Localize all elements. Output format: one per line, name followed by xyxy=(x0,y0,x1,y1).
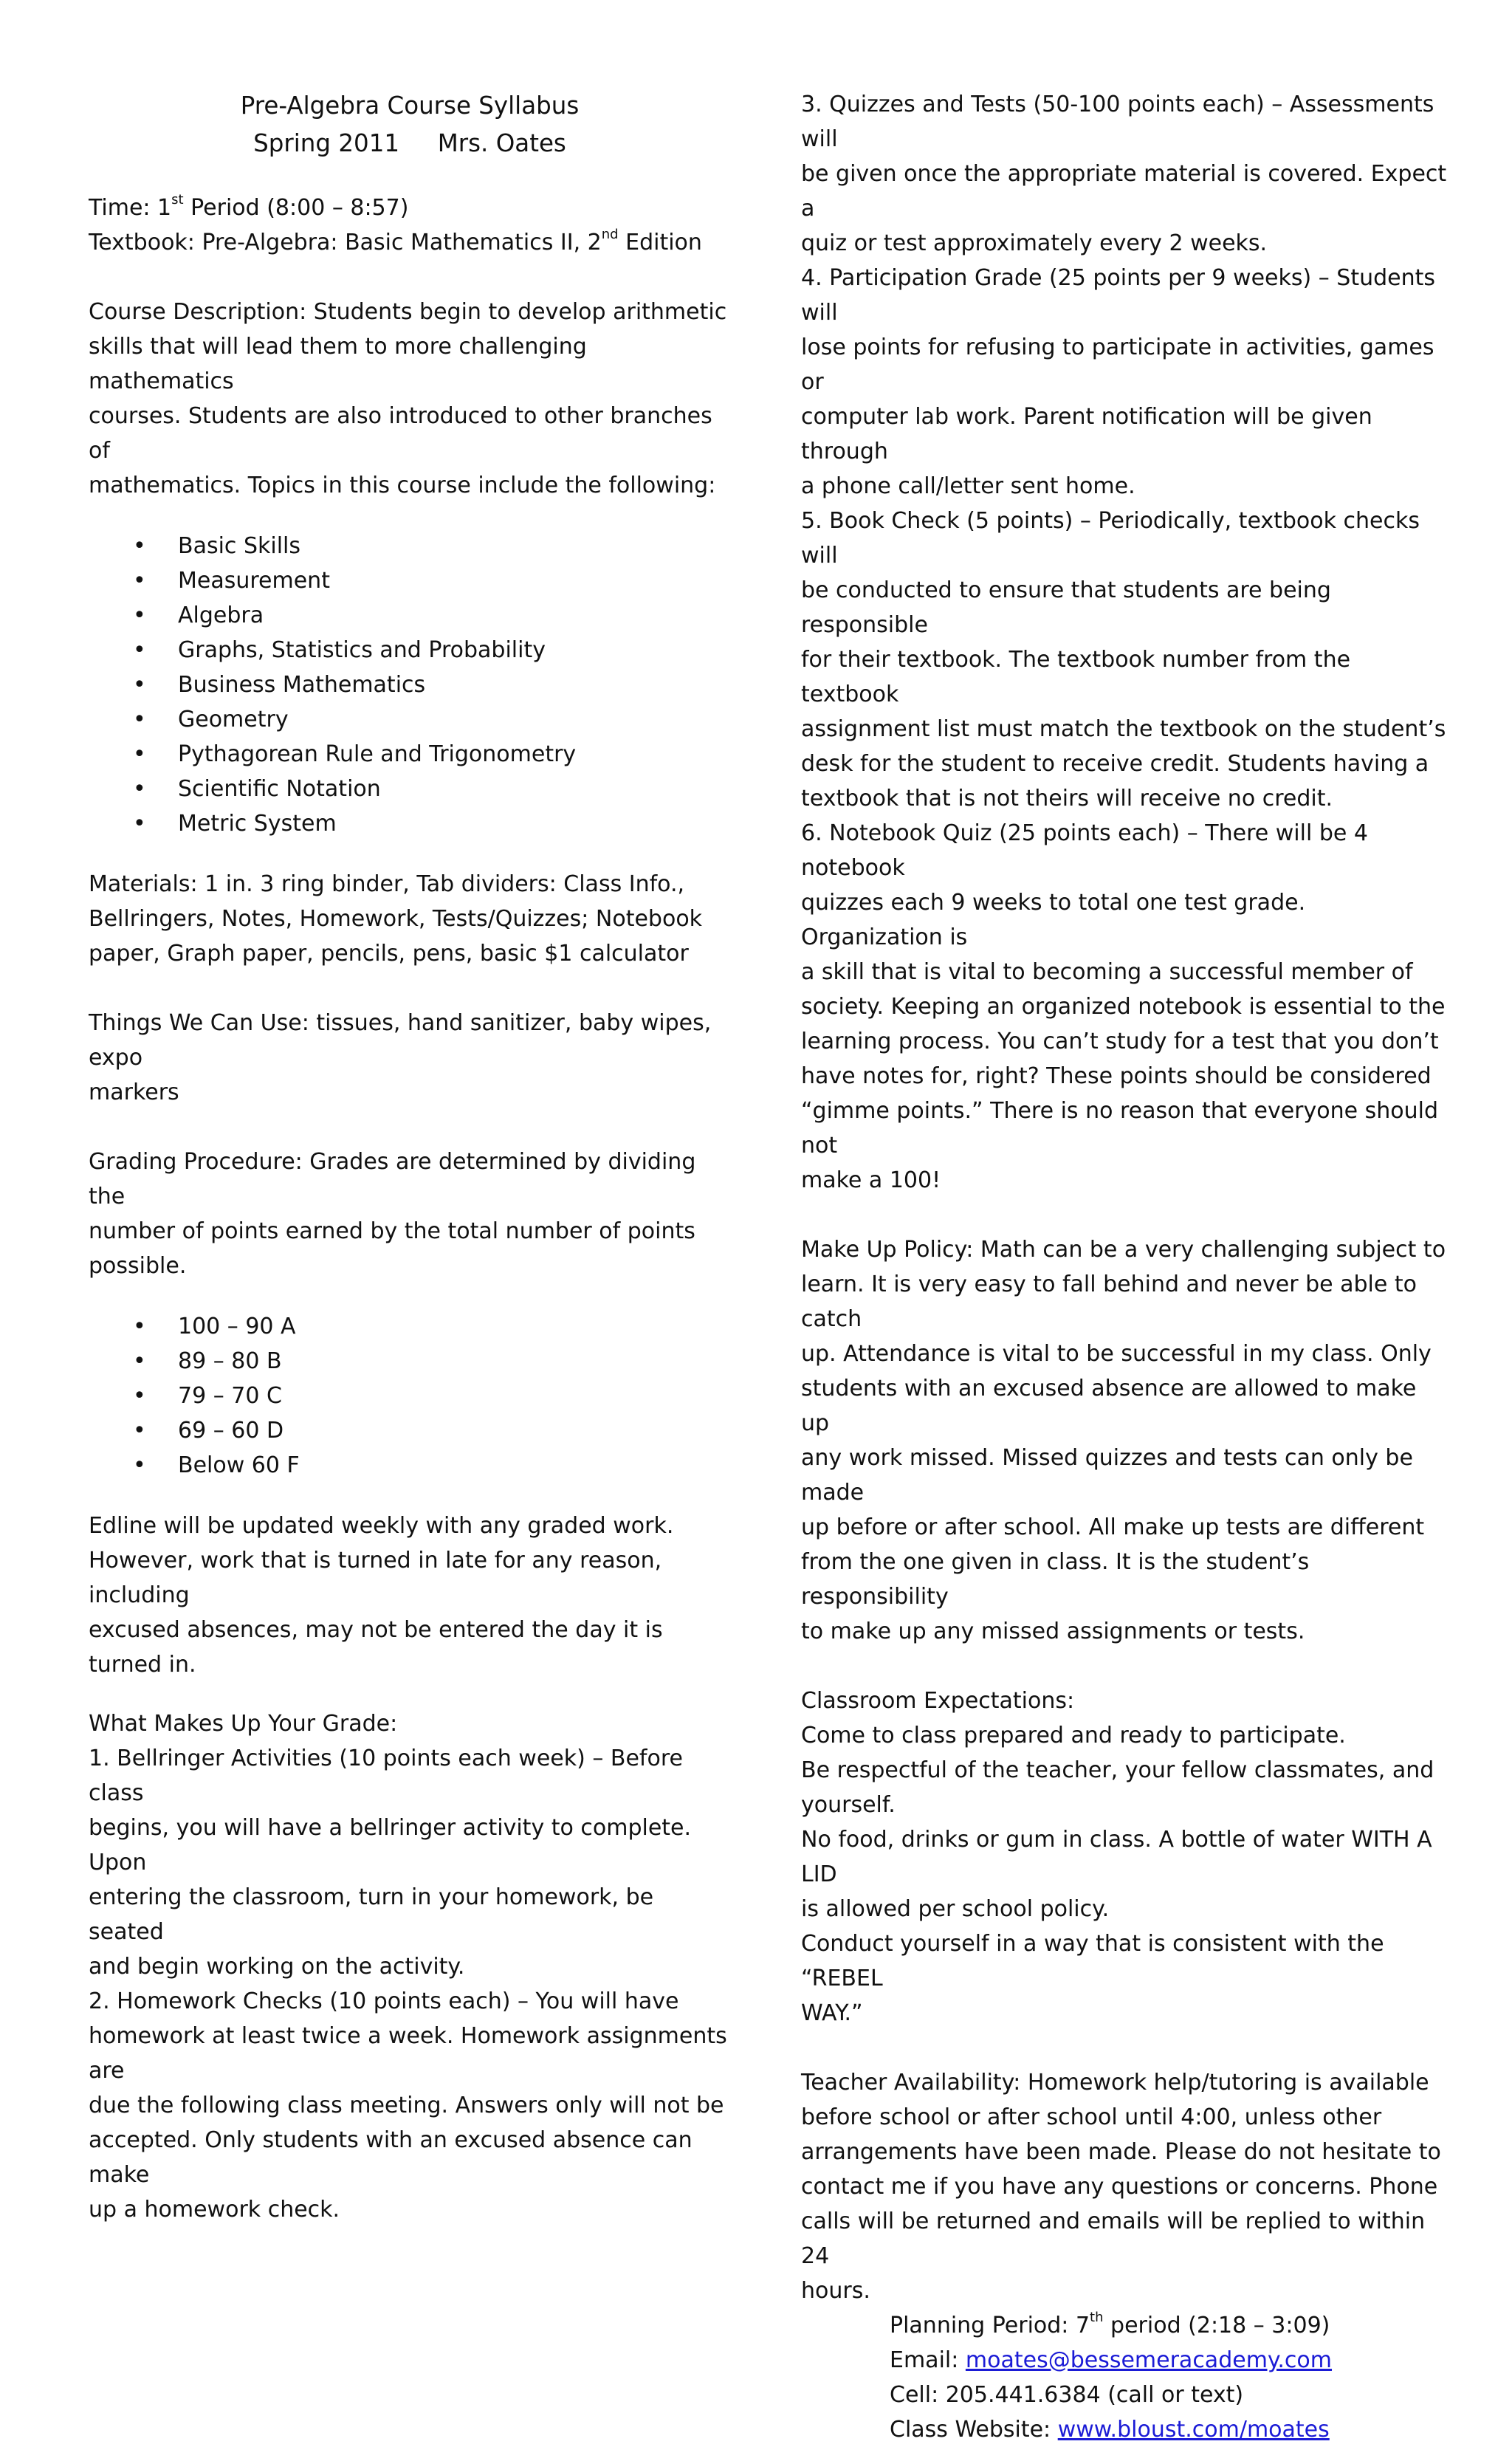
class-time-sup: st xyxy=(171,192,184,207)
term-teacher-line xyxy=(89,125,731,162)
make-up-policy-line: from the one given in class. It is the student’s responsibility xyxy=(801,1549,1310,1610)
availability-line: Teacher Availability: Homework help/tutoring is available xyxy=(801,2070,1429,2096)
cell-line: Cell: 205.441.6384 (call or text) xyxy=(890,2382,1244,2408)
make-up-policy-line: any work missed. Missed quizzes and tests can only be made xyxy=(801,1445,1413,1506)
topics-list xyxy=(89,529,731,841)
grade-component-line: begins, you will have a bellringer activity to complete. Upon xyxy=(89,1815,692,1875)
planning-period-rest: period (2:18 – 3:09) xyxy=(1103,2313,1330,2338)
grade-component-line: be conducted to ensure that students are being responsible xyxy=(801,577,1331,638)
list-item: • Measurement xyxy=(89,563,731,598)
email-link[interactable]: moates@bessemeracademy.com xyxy=(965,2347,1333,2373)
grading-line: possible. xyxy=(89,1253,187,1279)
grade-component-line: 5. Book Check (5 points) – Periodically, textbook checks will xyxy=(801,508,1420,569)
course-description xyxy=(89,295,731,503)
planning-period-sup: th xyxy=(1090,2310,1104,2325)
expectations-line: Classroom Expectations: xyxy=(801,1688,1075,1714)
make-up-policy-line: students with an excused absence are allowed to make up xyxy=(801,1376,1417,1436)
availability-line: calls will be returned and emails will be replied to within 24 xyxy=(801,2209,1426,2269)
teacher-name: Mrs. Oates xyxy=(437,129,566,157)
grade-component-line: “gimme points.” There is no reason that everyone should not xyxy=(801,1098,1438,1159)
grade-component-line: textbook that is not theirs will receive no credit. xyxy=(801,786,1333,811)
list-item: • 89 – 80 B xyxy=(89,1344,731,1379)
grade-component-line: have notes for, right? These points should be considered xyxy=(801,1063,1432,1089)
textbook-rest: Edition xyxy=(618,230,702,255)
availability-line: arrangements have been made. Please do not hesitate to xyxy=(801,2139,1441,2165)
list-item: • Geometry xyxy=(89,702,731,737)
availability-line: before school or after school until 4:00, unless other xyxy=(801,2104,1382,2130)
expectations-line: Conduct yourself in a way that is consistent with the “REBEL xyxy=(801,1931,1384,1991)
grading-scale-list xyxy=(89,1309,731,1483)
make-up-policy xyxy=(801,1232,1451,1649)
contact-block xyxy=(801,2308,1451,2447)
grade-components-right xyxy=(801,87,1451,1198)
expectations-line: is allowed per school policy. xyxy=(801,1896,1110,1922)
email-line xyxy=(890,2343,1451,2378)
grade-component-line: due the following class meeting. Answers only will not be xyxy=(89,2093,724,2118)
list-item: • Below 60 F xyxy=(89,1448,731,1483)
materials-section xyxy=(89,867,731,971)
left-column xyxy=(89,87,731,2227)
grade-component-line: society. Keeping an organized notebook is essential to the xyxy=(801,994,1446,1020)
edline-line: excused absences, may not be entered the day it is turned in. xyxy=(89,1617,663,1678)
expectations-line: yourself. xyxy=(801,1792,896,1818)
list-item: • Pythagorean Rule and Trigonometry xyxy=(89,737,731,772)
syllabus-header xyxy=(89,87,731,162)
expectations-line: No food, drinks or gum in class. A bottle of water WITH A LID xyxy=(801,1827,1432,1887)
grade-component-line: be given once the appropriate material is covered. Expect a xyxy=(801,161,1447,222)
website-line xyxy=(890,2412,1451,2447)
grade-component-line: computer lab work. Parent notification will be given through xyxy=(801,404,1372,464)
planning-period-label: Planning Period: 7 xyxy=(890,2313,1090,2338)
edline-line: Edline will be updated weekly with any graded work. xyxy=(89,1513,674,1539)
class-time-rest: Period (8:00 – 8:57) xyxy=(183,195,409,221)
teacher-availability xyxy=(801,2065,1451,2308)
materials-line: Materials: 1 in. 3 ring binder, Tab dividers: Class Info., xyxy=(89,871,685,897)
grade-component-line: 2. Homework Checks (10 points each) – You will have xyxy=(89,1988,679,2014)
course-description-line: skills that will lead them to more challenging mathematics xyxy=(89,334,587,394)
grade-component-line: homework at least twice a week. Homework assignments are xyxy=(89,2023,727,2084)
list-item: • Metric System xyxy=(89,806,731,841)
availability-line: hours. xyxy=(801,2278,870,2304)
availability-line: contact me if you have any questions or concerns. Phone xyxy=(801,2174,1438,2200)
grade-component-line: up a homework check. xyxy=(89,2197,340,2223)
make-up-policy-line: up before or after school. All make up tests are different xyxy=(801,1514,1425,1540)
make-up-policy-line: Make Up Policy: Math can be a very challenging subject to xyxy=(801,1237,1446,1263)
website-link[interactable]: www.bloust.com/moates xyxy=(1057,2417,1330,2443)
page-title: Pre-Algebra Course Syllabus xyxy=(240,92,580,120)
class-time xyxy=(89,191,731,225)
grade-component-line: entering the classroom, turn in your homework, be seated xyxy=(89,1884,654,1945)
grade-components-left xyxy=(89,1706,731,2227)
supplies-line: Things We Can Use: tissues, hand sanitizer, baby wipes, expo xyxy=(89,1010,712,1071)
grade-component-line: 1. Bellringer Activities (10 points each week) – Before class xyxy=(89,1746,683,1806)
grade-component-line: accepted. Only students with an excused absence can make xyxy=(89,2127,693,2188)
edline-note xyxy=(89,1509,731,1682)
grade-component-line: lose points for refusing to participate in activities, games or xyxy=(801,334,1434,395)
grade-component-line: quizzes each 9 weeks to total one test grade. Organization is xyxy=(801,890,1306,950)
term: Spring 2011 xyxy=(253,129,400,157)
right-column xyxy=(801,87,1451,2447)
make-up-policy-line: to make up any missed assignments or tests. xyxy=(801,1619,1305,1644)
class-time-label: Time: 1 xyxy=(89,195,172,221)
classroom-expectations xyxy=(801,1684,1451,2031)
supplies-line: markers xyxy=(89,1080,179,1105)
expectations-line: WAY.” xyxy=(801,2000,863,2026)
website-label: Class Website: xyxy=(890,2417,1058,2443)
textbook-sup: nd xyxy=(601,227,619,242)
list-item: • Business Mathematics xyxy=(89,667,731,702)
course-description-line: mathematics. Topics in this course include the following: xyxy=(89,473,716,498)
course-description-line: Course Description: Students begin to develop arithmetic xyxy=(89,299,727,325)
grade-component-line: 4. Participation Grade (25 points per 9 weeks) – Students will xyxy=(801,265,1436,326)
things-we-can-use xyxy=(89,1006,731,1110)
grade-component-line: make a 100! xyxy=(801,1167,941,1193)
grade-component-line: a phone call/letter sent home. xyxy=(801,473,1135,499)
grading-line: number of points earned by the total number of points xyxy=(89,1218,695,1244)
grade-component-line: desk for the student to receive credit. Students having a xyxy=(801,751,1429,777)
grade-component-line: quiz or test approximately every 2 weeks. xyxy=(801,230,1268,256)
make-up-policy-line: learn. It is very easy to fall behind and never be able to catch xyxy=(801,1271,1417,1332)
textbook-label: Textbook: Pre-Algebra: Basic Mathematics II, 2 xyxy=(89,230,602,255)
expectations-line: Be respectful of the teacher, your fellow classmates, and xyxy=(801,1757,1434,1783)
edline-line: However, work that is turned in late for any reason, including xyxy=(89,1548,662,1608)
materials-line: Bellringers, Notes, Homework, Tests/Quizzes; Notebook xyxy=(89,906,703,932)
make-up-policy-line: up. Attendance is vital to be successful in my class. Only xyxy=(801,1341,1432,1367)
grade-component-line: learning process. You can’t study for a test that you don’t xyxy=(801,1029,1439,1054)
materials-line: paper, Graph paper, pencils, pens, basic $1 calculator xyxy=(89,941,689,967)
list-item: • Algebra xyxy=(89,598,731,633)
grade-component-line: a skill that is vital to becoming a successful member of xyxy=(801,959,1413,985)
list-item: • Graphs, Statistics and Probability xyxy=(89,633,731,667)
email-label: Email: xyxy=(890,2347,966,2373)
grading-line: Grading Procedure: Grades are determined by dividing the xyxy=(89,1149,696,1209)
grading-procedure xyxy=(89,1144,731,1283)
grade-component-line: 3. Quizzes and Tests (50-100 points each) – Assessments will xyxy=(801,92,1434,152)
grade-component-line: 6. Notebook Quiz (25 points each) – There will be 4 notebook xyxy=(801,820,1368,881)
grade-components-heading: What Makes Up Your Grade: xyxy=(89,1711,398,1737)
course-description-line: courses. Students are also introduced to other branches of xyxy=(89,403,712,464)
expectations-line: Come to class prepared and ready to participate. xyxy=(801,1723,1346,1748)
list-item: • Scientific Notation xyxy=(89,772,731,806)
planning-period xyxy=(890,2308,1451,2343)
grade-component-line: for their textbook. The textbook number from the textbook xyxy=(801,647,1351,707)
list-item: • 69 – 60 D xyxy=(89,1413,731,1448)
list-item: • 100 – 90 A xyxy=(89,1309,731,1344)
list-item: • Basic Skills xyxy=(89,529,731,563)
list-item: • 79 – 70 C xyxy=(89,1379,731,1413)
grade-component-line: assignment list must match the textbook on the student’s xyxy=(801,716,1446,742)
grade-component-line: and begin working on the activity. xyxy=(89,1954,465,1980)
textbook-line xyxy=(89,225,731,260)
